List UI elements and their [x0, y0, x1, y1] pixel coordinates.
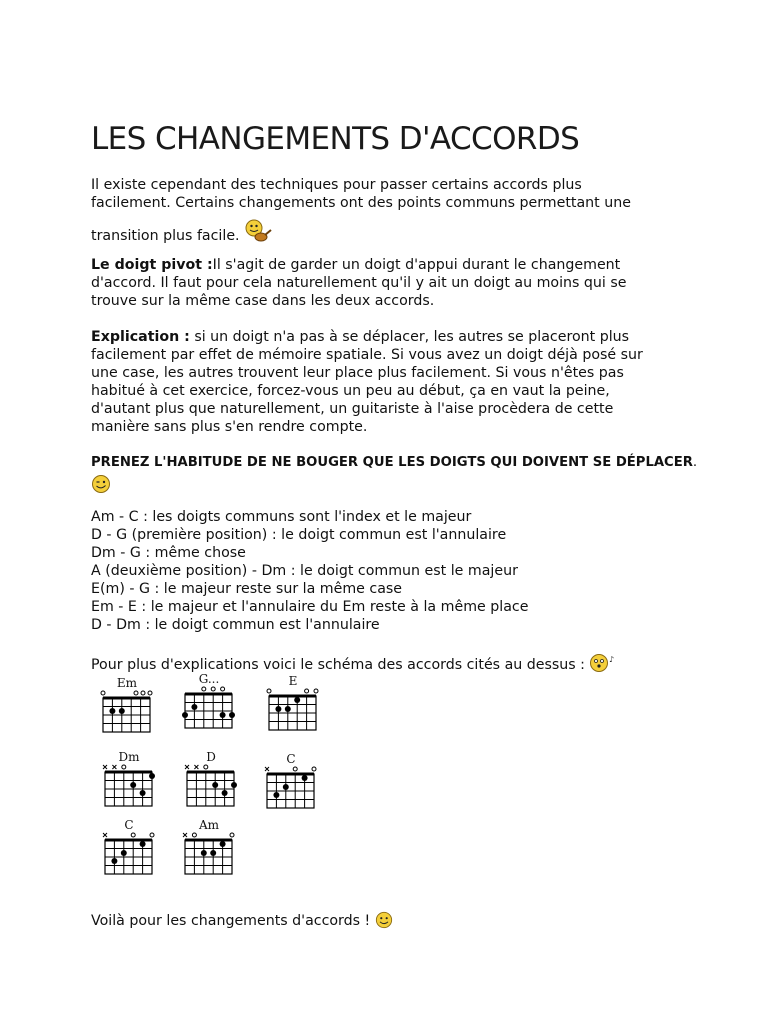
chord-name: E: [288, 674, 298, 688]
pivot-label: Le doigt pivot :: [91, 257, 213, 273]
explication-line-3: une case, les autres trouvent leur place plus facilement. Si vous n'êtes pas: [91, 365, 624, 381]
changes-list: [91, 508, 681, 634]
explication-label: Explication :: [91, 329, 190, 345]
chord-name: Em: [116, 676, 138, 690]
chord-diagram-am: [179, 818, 239, 878]
wink-smiley-icon: [91, 474, 111, 499]
change-chords: Am - C :: [91, 509, 148, 525]
explication-line-2: facilement par effet de mémoire spatiale. Si vous avez un doigt déjà posé sur: [91, 347, 643, 363]
change-text: le majeur et l'annulaire du Em reste à la même place: [146, 599, 529, 615]
change-chords: E(m) - G :: [91, 581, 160, 597]
change-text: les doigts communs sont l'index et le majeur: [147, 509, 472, 525]
change-item: [91, 580, 681, 598]
intro-line-3-wrap: [91, 218, 681, 249]
change-item: [91, 508, 681, 526]
guitar-smiley-icon: [244, 218, 272, 249]
intro-paragraph: [91, 176, 681, 249]
explication-line-1-wrap: [91, 328, 681, 346]
outro-paragraph: [91, 911, 681, 934]
change-item: [91, 616, 681, 634]
intro-line-1: Il existe cependant des techniques pour passer certains accords plus: [91, 177, 582, 193]
chord-diagram-c: [261, 752, 321, 812]
chord-diagram-dm: [99, 750, 159, 810]
outro-wrap: [91, 911, 681, 934]
chord-name: C: [124, 818, 134, 832]
music-smiley-icon: [589, 653, 619, 678]
explication-paragraph: [91, 328, 681, 436]
chord-name: D: [206, 750, 216, 764]
change-chords: Em - E :: [91, 599, 147, 615]
advice-text: PRENEZ L'HABITUDE DE NE BOUGER QUE LES DOIGTS QUI DOIVENT SE DÉPLACER: [91, 455, 693, 470]
advice-line: [91, 454, 698, 472]
explication-line-4: habitué à cet exercice, forcez-vous un peu au début, ça en vaut la peine,: [91, 383, 610, 399]
svg-text:♪: ♪: [609, 655, 615, 664]
change-text: même chose: [150, 545, 246, 561]
change-item: [91, 544, 681, 562]
chord-diagram-d: [181, 750, 241, 810]
chord-name: C: [286, 752, 296, 766]
change-text: le doigt commun est le majeur: [295, 563, 518, 579]
explication-line-5: d'autant plus que naturellement, un guitariste à l'aise procèdera de cette: [91, 401, 614, 417]
intro-line-3: transition plus facile.: [91, 228, 240, 244]
chord-name: Am: [198, 818, 220, 832]
explication-line-1: si un doigt n'a pas à se déplacer, les autres se placeront plus: [189, 329, 630, 345]
change-chords: A (deuxième position) - Dm :: [91, 563, 296, 579]
chord-diagram-em: [97, 676, 157, 736]
change-chords: D - G (première position) :: [91, 527, 277, 543]
page-title: LES CHANGEMENTS D'ACCORDS: [91, 121, 580, 157]
chord-diagram-g: [179, 672, 239, 732]
chord-diagrams: [91, 662, 351, 882]
pivot-line-3: trouve sur la même case dans les deux accords.: [91, 293, 435, 309]
change-item: [91, 526, 681, 544]
change-item: [91, 598, 681, 616]
smiley-icon: [375, 911, 393, 934]
change-text: le doigt commun est l'annulaire: [276, 527, 507, 543]
schema-intro-text: Pour plus d'explications voici le schéma des accords cités au dessus :: [91, 657, 585, 673]
chord-name: Dm: [118, 750, 140, 764]
pivot-line-1-wrap: [91, 256, 681, 274]
change-chords: Dm - G :: [91, 545, 151, 561]
advice-period: .: [692, 455, 698, 470]
advice-paragraph: [91, 454, 698, 499]
chord-diagram-c-alt: [99, 818, 159, 878]
intro-line-2: facilement. Certains changements ont des points communs permettant une: [91, 195, 631, 211]
change-text: le majeur reste sur la même case: [159, 581, 403, 597]
explication-line-6: manière sans plus s'en rendre compte.: [91, 419, 368, 435]
change-chords: D - Dm :: [91, 617, 151, 633]
pivot-paragraph: [91, 256, 681, 310]
outro-text: Voilà pour les changements d'accords !: [91, 913, 371, 929]
chord-name: G...: [198, 672, 220, 686]
change-item: [91, 562, 681, 580]
pivot-line-2: d'accord. Il faut pour cela naturellement qu'il y ait un doigt au moins qui se: [91, 275, 627, 291]
pivot-line-1: Il s'agit de garder un doigt d'appui durant le changement: [212, 257, 621, 273]
advice-smiley-wrap: [91, 474, 681, 499]
chord-diagram-e: [263, 674, 323, 734]
change-text: le doigt commun est l'annulaire: [150, 617, 380, 633]
